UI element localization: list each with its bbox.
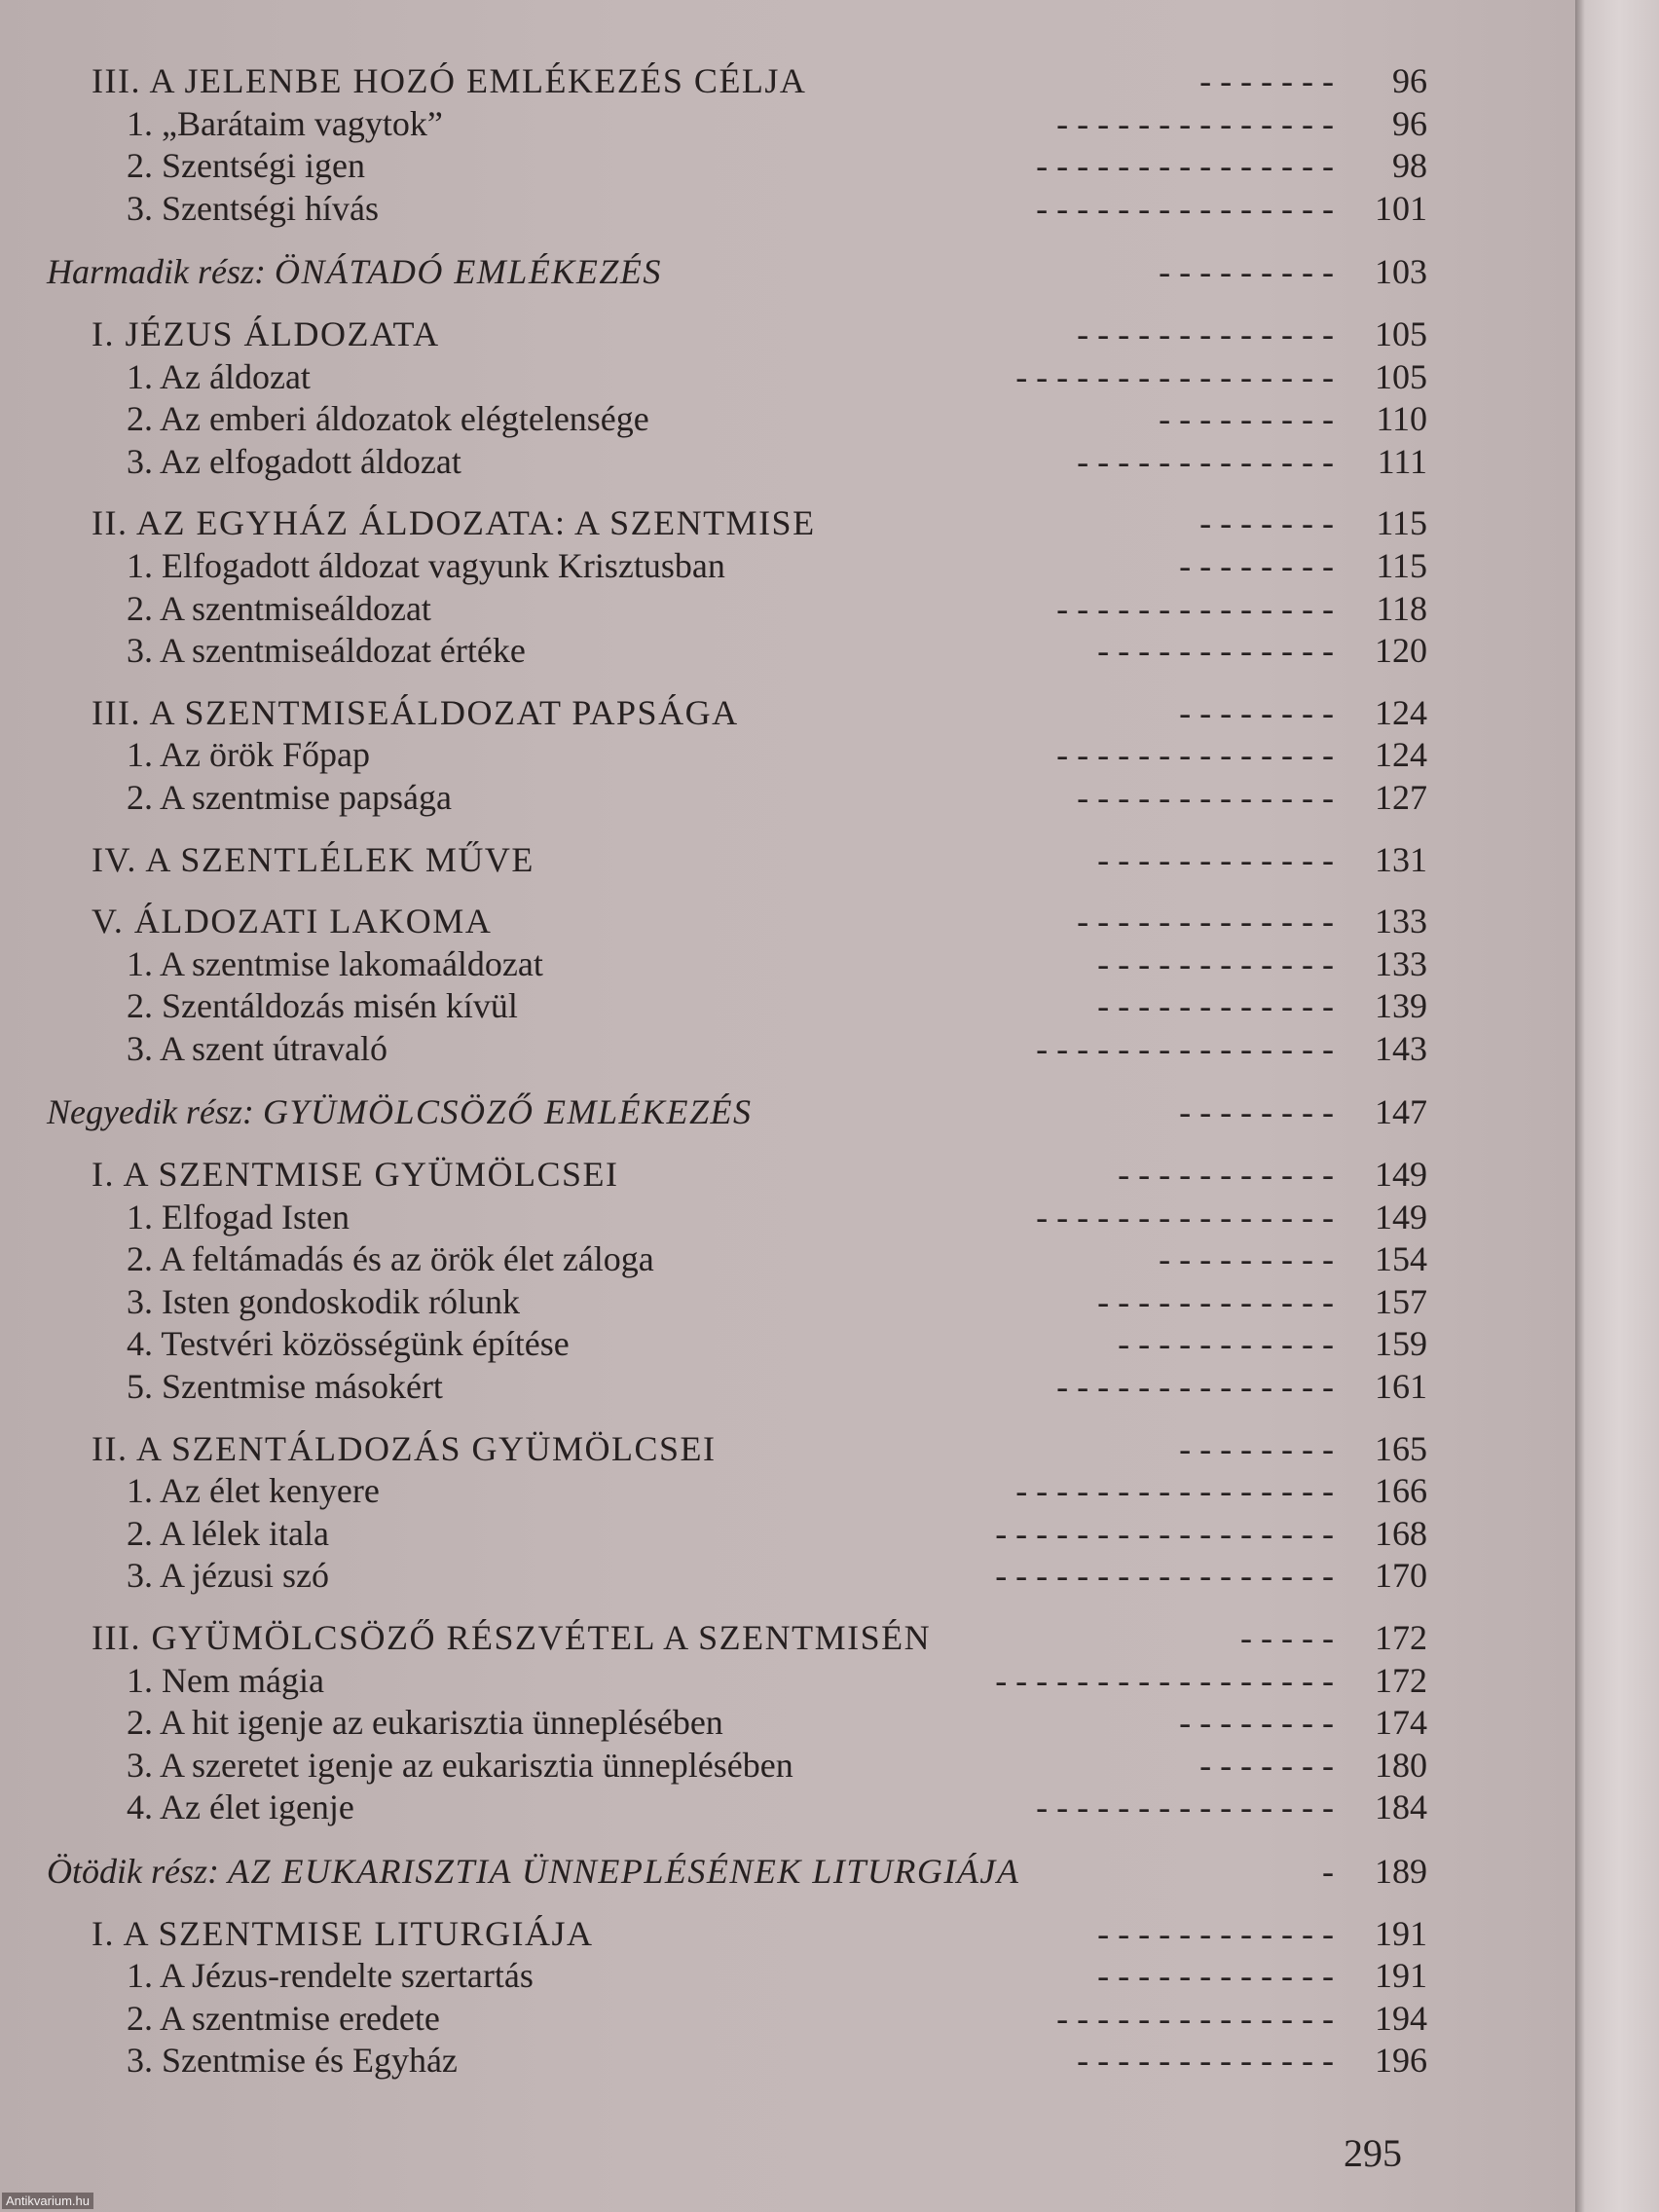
toc-subentry	[0, 188, 1575, 231]
toc-entry-title: III. GYÜMÖLCSÖZŐ RÉSZVÉTEL A SZENTMISÉN	[92, 1618, 932, 1657]
toc-entry-title: 1. „Barátaim vagytok”	[127, 103, 443, 143]
toc-leader: - - - - - - - - - - - -	[1097, 1956, 1334, 1996]
toc-leader: - - - - - - - -	[1179, 1703, 1334, 1743]
toc-leader: - - - - - - - - - - - - - - - -	[1015, 1471, 1334, 1511]
toc-leader: - - - - - - - - - - - -	[1097, 839, 1334, 879]
toc-subentry	[0, 103, 1575, 146]
toc-entry-title: 1. Az örök Főpap	[127, 735, 370, 775]
toc-leader: - - - - - - - -	[1179, 692, 1334, 732]
toc-subentry	[0, 1281, 1575, 1324]
toc-page-number: 161	[1375, 1367, 1427, 1407]
toc-page-number: 172	[1375, 1660, 1427, 1700]
toc-subentry	[0, 1555, 1575, 1598]
toc-entry-title: 3. Az elfogadott áldozat	[127, 441, 461, 481]
toc-page-number: 191	[1375, 1956, 1427, 1996]
toc-page-number: 127	[1375, 777, 1427, 817]
toc-leader: - - - - - - - -	[1179, 545, 1334, 585]
section-gap	[0, 1070, 1575, 1091]
toc-leader: - - - - - - - - - - - -	[1097, 631, 1334, 671]
toc-entry-title: 3. A jézusi szó	[127, 1556, 329, 1596]
toc-entry-title: 2. A feltámadás és az örök élet záloga	[127, 1239, 654, 1279]
toc-leader: -	[1322, 1851, 1334, 1891]
toc-leader: - - - - - - - - -	[1159, 252, 1334, 292]
toc-entry-title: 3. A szentmiseáldozat értéke	[127, 631, 526, 671]
toc-leader: - - - - - - - - - - - - - - -	[1036, 1788, 1334, 1827]
toc-subentry	[0, 1470, 1575, 1513]
toc-leader: - - - - - - - - - - - - - -	[1056, 588, 1334, 628]
toc-page-number: 189	[1375, 1851, 1427, 1891]
toc-leader: - - - - - - - - -	[1159, 399, 1334, 439]
toc-leader: - - - - - - - - -	[1159, 1239, 1334, 1279]
toc-entry-title: IV. A SZENTLÉLEK MŰVE	[92, 839, 535, 879]
toc-subentry	[0, 1028, 1575, 1071]
section-gap	[0, 294, 1575, 313]
toc-page-number: 180	[1375, 1745, 1427, 1785]
toc-leader: - - - - - - - - - - -	[1118, 1324, 1334, 1364]
toc-page-number: 168	[1375, 1513, 1427, 1553]
toc-subentry	[0, 943, 1575, 986]
toc-page-number: 110	[1376, 399, 1427, 439]
toc-page-number: 194	[1375, 1998, 1427, 2038]
toc-leader: - - - - - - - - - - - - -	[1077, 2041, 1334, 2081]
section-gap	[0, 483, 1575, 502]
toc-subentry	[0, 630, 1575, 673]
toc-entry-title: 2. A lélek itala	[127, 1513, 329, 1553]
toc-part-prefix: Negyedik rész:	[47, 1092, 254, 1132]
toc-page-number: 159	[1375, 1324, 1427, 1364]
toc-entry-title: 4. Az élet igenje	[127, 1788, 354, 1827]
toc-leader: - - - - - - - - - - - - -	[1077, 777, 1334, 817]
toc-page-number: 96	[1392, 61, 1427, 100]
page-number: 295	[1344, 2131, 1402, 2175]
section-gap	[0, 1829, 1575, 1851]
toc-page-number: 101	[1375, 188, 1427, 228]
toc-part-title: ÖNÁTADÓ EMLÉKEZÉS	[274, 252, 662, 292]
toc-page-number: 133	[1375, 902, 1427, 941]
toc-entry-title: 3. Szentségi hívás	[127, 188, 379, 228]
toc-leader: - - - - - - - - - - - - - - -	[1036, 146, 1334, 186]
toc-page-number: 149	[1375, 1197, 1427, 1236]
toc-entry-title: I. A SZENTMISE GYÜMÖLCSEI	[92, 1155, 619, 1195]
toc-page-number: 143	[1375, 1028, 1427, 1068]
toc-part-prefix: Ötödik rész:	[47, 1851, 219, 1891]
toc-chapter-entry	[0, 901, 1575, 943]
toc-leader: - - - - - - - - - - - - -	[1077, 902, 1334, 941]
toc-page-number: 166	[1375, 1471, 1427, 1511]
toc-part-title: GYÜMÖLCSÖZŐ EMLÉKEZÉS	[262, 1092, 753, 1132]
toc-page-number: 154	[1375, 1239, 1427, 1279]
toc-entry-title: 2. A hit igenje az eukarisztia ünneplésében	[127, 1703, 723, 1743]
toc-leader: - - - - - - - - - - - - - -	[1056, 1367, 1334, 1407]
toc-subentry	[0, 588, 1575, 631]
section-gap	[0, 820, 1575, 839]
toc-leader: - - - - - - - - - - - - - - - - -	[995, 1513, 1334, 1553]
toc-leader: - - - - - - - - - - - -	[1097, 1913, 1334, 1953]
toc-page-number: 124	[1375, 692, 1427, 732]
toc-chapter-entry	[0, 1154, 1575, 1197]
toc-entry-title: 3. A szeretet igenje az eukarisztia ünneplésében	[127, 1745, 793, 1785]
section-gap	[0, 673, 1575, 692]
toc-entry-title: 5. Szentmise másokért	[127, 1367, 443, 1407]
toc-subentry	[0, 2040, 1575, 2083]
toc-entry-title: 2. A szentmise eredete	[127, 1998, 440, 2038]
toc-subentry	[0, 545, 1575, 588]
toc-chapter-entry	[0, 1428, 1575, 1471]
toc-subentry	[0, 1702, 1575, 1745]
toc-page-number: 103	[1375, 252, 1427, 292]
toc-entry-title: 1. Az élet kenyere	[127, 1471, 380, 1511]
toc-entry-title	[47, 1091, 753, 1134]
toc-entry-title	[47, 1851, 1019, 1894]
toc-entry-title: 1. Nem mágia	[127, 1660, 324, 1700]
toc-entry-title: 1. Elfogadott áldozat vagyunk Krisztusban	[127, 545, 725, 585]
toc-leader: - - - - - - - - - - - - - - - -	[1015, 356, 1334, 396]
toc-leader: - - - - - - - - - - - - - - -	[1036, 1197, 1334, 1236]
toc-page-number: 191	[1375, 1913, 1427, 1953]
toc-page-number: 105	[1375, 313, 1427, 353]
toc-subentry	[0, 145, 1575, 188]
toc-entry-title: 2. A szentmise papsága	[127, 777, 452, 817]
section-gap	[0, 1409, 1575, 1428]
toc-entry-title: III. A SZENTMISEÁLDOZAT PAPSÁGA	[92, 692, 739, 732]
toc-subentry	[0, 398, 1575, 441]
toc-entry-title: II. AZ EGYHÁZ ÁLDOZATA: A SZENTMISE	[92, 503, 816, 543]
toc-leader: - - - - - - -	[1199, 503, 1334, 543]
toc-leader: - - - - - - - - - - - -	[1097, 1281, 1334, 1321]
toc-part-title: AZ EUKARISZTIA ÜNNEPLÉSÉNEK LITURGIÁJA	[227, 1851, 1020, 1891]
toc-subentry	[0, 1660, 1575, 1703]
toc-entry-title: II. A SZENTÁLDOZÁS GYÜMÖLCSEI	[92, 1428, 717, 1468]
toc-entry-title: 1. A Jézus-rendelte szertartás	[127, 1956, 534, 1996]
section-gap	[0, 881, 1575, 901]
toc-entry-title: I. A SZENTMISE LITURGIÁJA	[92, 1913, 594, 1953]
toc-entry-title: 3. Isten gondoskodik rólunk	[127, 1281, 520, 1321]
toc-leader: - - - - - - - - - - - - -	[1077, 313, 1334, 353]
toc-leader: - - - - - - - - - - - - - - - - -	[995, 1660, 1334, 1700]
toc-page-number: 115	[1376, 503, 1427, 543]
toc-subentry	[0, 985, 1575, 1028]
toc-leader: - - - - - - - -	[1179, 1428, 1334, 1468]
toc-leader: - - - - - - - - - - - - - - - - -	[995, 1556, 1334, 1596]
toc-page-number: 170	[1375, 1556, 1427, 1596]
toc-subentry	[0, 734, 1575, 777]
toc-page-number: 111	[1377, 441, 1427, 481]
toc-entry-title: 2. A szentmiseáldozat	[127, 588, 431, 628]
toc-page-number: 147	[1375, 1092, 1427, 1132]
toc-page-number: 131	[1375, 839, 1427, 879]
section-gap	[0, 230, 1575, 251]
toc-page-number: 174	[1375, 1703, 1427, 1743]
toc-subentry	[0, 1513, 1575, 1556]
toc-page-number: 139	[1375, 986, 1427, 1026]
toc-part-entry	[0, 1091, 1575, 1134]
toc-page-number: 105	[1375, 356, 1427, 396]
toc-entry-title: 3. Szentmise és Egyház	[127, 2041, 458, 2081]
toc-leader: - - - - -	[1240, 1618, 1334, 1657]
toc-entry-title: 3. A szent útravaló	[127, 1028, 387, 1068]
toc-page-number: 172	[1375, 1618, 1427, 1657]
toc-subentry	[0, 1955, 1575, 1998]
toc-page-number: 184	[1375, 1788, 1427, 1827]
toc-leader: - - - - - - - - - - - -	[1097, 986, 1334, 1026]
table-of-contents	[0, 60, 1575, 2083]
toc-chapter-entry	[0, 839, 1575, 882]
toc-entry-title: 2. Az emberi áldozatok elégtelensége	[127, 399, 649, 439]
toc-subentry	[0, 1745, 1575, 1788]
toc-subentry	[0, 1238, 1575, 1281]
toc-entry-title: 2. Szentségi igen	[127, 146, 365, 186]
toc-entry-title: 1. Az áldozat	[127, 356, 311, 396]
toc-leader: - - - - - - -	[1199, 61, 1334, 100]
toc-page-number: 96	[1392, 103, 1427, 143]
toc-leader: - - - - - - - - - - - - - -	[1056, 103, 1334, 143]
toc-subentry	[0, 1787, 1575, 1829]
toc-subentry	[0, 1197, 1575, 1239]
toc-part-entry	[0, 251, 1575, 294]
toc-page-number: 157	[1375, 1281, 1427, 1321]
toc-entry-title: III. A JELENBE HOZÓ EMLÉKEZÉS CÉLJA	[92, 61, 807, 100]
section-gap	[0, 1598, 1575, 1617]
toc-leader: - - - - - - - - - - -	[1118, 1155, 1334, 1195]
toc-page-number: 115	[1376, 545, 1427, 585]
toc-subentry	[0, 1366, 1575, 1409]
toc-leader: - - - - - - - - - - - -	[1097, 943, 1334, 983]
toc-chapter-entry	[0, 60, 1575, 103]
toc-page-number: 165	[1375, 1428, 1427, 1468]
toc-page-number: 120	[1375, 631, 1427, 671]
toc-subentry	[0, 441, 1575, 484]
toc-page-number: 118	[1376, 588, 1427, 628]
toc-page-number: 124	[1375, 735, 1427, 775]
toc-leader: - - - - - - - - - - - - - -	[1056, 1998, 1334, 2038]
toc-page-number: 196	[1375, 2041, 1427, 2081]
page-edge	[1575, 0, 1659, 2212]
toc-chapter-entry	[0, 313, 1575, 356]
toc-leader: - - - - - - - - - - - - - - -	[1036, 188, 1334, 228]
toc-leader: - - - - - - - - - - - - -	[1077, 441, 1334, 481]
toc-leader: - - - - - - - - - - - - - - -	[1036, 1028, 1334, 1068]
toc-page-number: 133	[1375, 943, 1427, 983]
toc-entry-title	[47, 251, 662, 294]
toc-entry-title: V. ÁLDOZATI LAKOMA	[92, 902, 493, 941]
toc-page-number: 149	[1375, 1155, 1427, 1195]
toc-part-entry	[0, 1851, 1575, 1894]
toc-leader: - - - - - - - - - - - - - -	[1056, 735, 1334, 775]
toc-page-number: 98	[1392, 146, 1427, 186]
toc-leader: - - - - - - - -	[1179, 1092, 1334, 1132]
toc-chapter-entry	[0, 1617, 1575, 1660]
toc-part-prefix: Harmadik rész:	[47, 252, 266, 292]
toc-subentry	[0, 1323, 1575, 1366]
toc-entry-title: I. JÉZUS ÁLDOZATA	[92, 313, 440, 353]
toc-subentry	[0, 356, 1575, 399]
toc-chapter-entry	[0, 692, 1575, 735]
toc-entry-title: 2. Szentáldozás misén kívül	[127, 986, 518, 1026]
section-gap	[0, 1894, 1575, 1913]
toc-chapter-entry	[0, 1913, 1575, 1956]
toc-chapter-entry	[0, 502, 1575, 545]
toc-subentry	[0, 1998, 1575, 2041]
toc-leader: - - - - - - -	[1199, 1745, 1334, 1785]
toc-entry-title: 4. Testvéri közösségünk építése	[127, 1324, 570, 1364]
watermark-credit: Antikvarium.hu	[2, 2193, 93, 2209]
toc-entry-title: 1. A szentmise lakomaáldozat	[127, 943, 543, 983]
toc-subentry	[0, 777, 1575, 820]
section-gap	[0, 1134, 1575, 1154]
toc-entry-title: 1. Elfogad Isten	[127, 1197, 350, 1236]
